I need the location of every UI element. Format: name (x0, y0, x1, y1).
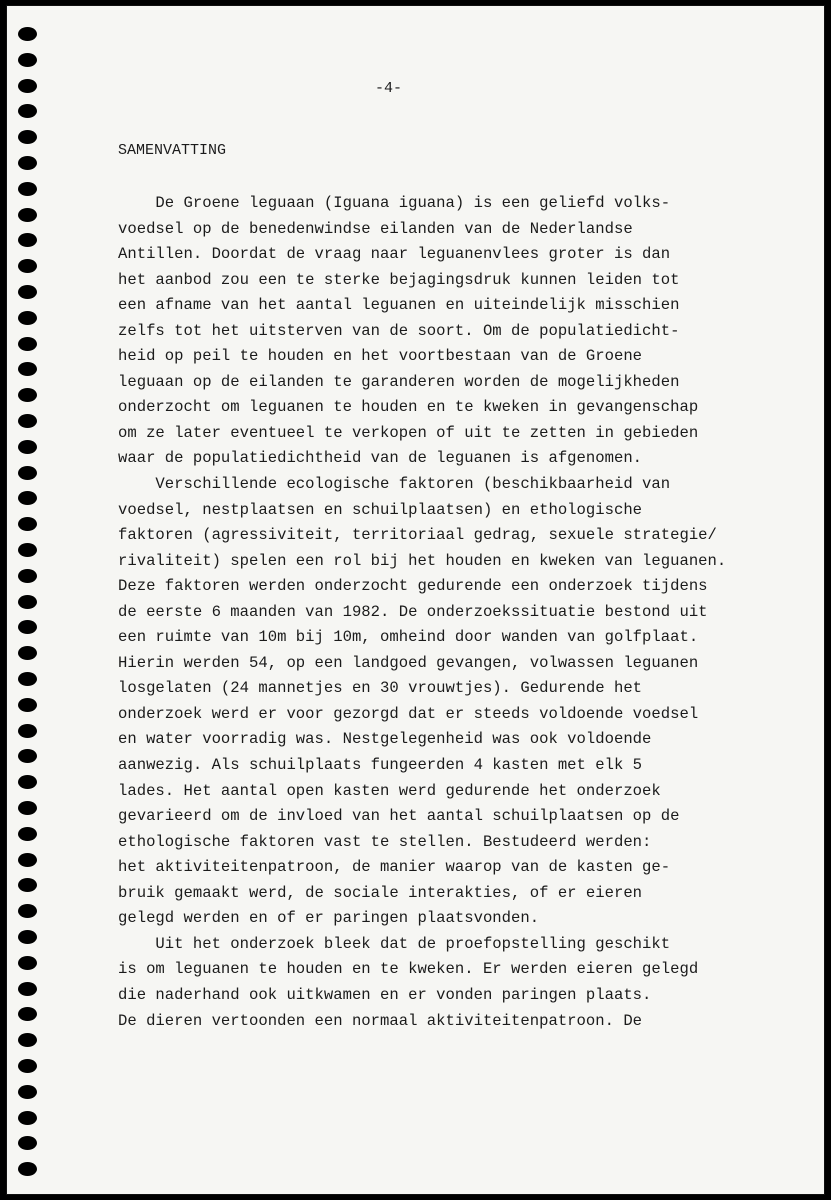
text-line: onderzoek werd er voor gezorgd dat er steeds voldoende voedsel (118, 704, 699, 723)
text-line: die naderhand ook uitkwamen en er vonden paringen plaats. (118, 985, 652, 1004)
binding-hole (18, 775, 37, 789)
binding-hole (18, 620, 37, 634)
text-line: losgelaten (24 mannetjes en 30 vrouwtjes). Gedurende het (118, 679, 643, 698)
binding-hole (18, 388, 37, 402)
binding-hole (18, 259, 37, 273)
binding-hole (18, 672, 37, 686)
binding-hole (18, 956, 37, 970)
binding-hole (18, 1007, 37, 1021)
binding-hole (18, 27, 37, 41)
binding-hole (18, 543, 37, 557)
binding-hole (18, 1033, 37, 1047)
binding-hole (18, 1059, 37, 1073)
binding-hole (18, 1111, 37, 1125)
binding-hole (18, 982, 37, 996)
binding-hole (18, 362, 37, 376)
text-line: het aanbod zou een te sterke bejagingsdruk kunnen leiden tot (118, 270, 680, 289)
text-line: lades. Het aantal open kasten werd gedurende het onderzoek (118, 781, 661, 800)
text-line: Uit het onderzoek bleek dat de proefopstelling geschikt (118, 934, 671, 953)
binding-holes (7, 6, 57, 1194)
text-line: is om leguanen te houden en te kweken. Er werden eieren gelegd (118, 960, 699, 979)
binding-hole (18, 156, 37, 170)
binding-hole (18, 233, 37, 247)
text-line: bruik gemaakt werd, de sociale interakties, of er eieren (118, 883, 643, 902)
binding-hole (18, 311, 37, 325)
binding-hole (18, 337, 37, 351)
binding-hole (18, 801, 37, 815)
text-line: Hierin werden 54, op een landgoed gevangen, volwassen leguanen (118, 653, 699, 672)
text-line: een afname van het aantal leguanen en uiteindelijk misschien (118, 296, 680, 315)
text-line: Verschillende ecologische faktoren (beschikbaarheid van (118, 475, 671, 494)
binding-hole (18, 466, 37, 480)
text-line: de eerste 6 maanden van 1982. De onderzoekssituatie bestond uit (118, 602, 708, 621)
text-line: voedsel op de benedenwindse eilanden van de Nederlandse (118, 219, 633, 238)
binding-hole (18, 827, 37, 841)
binding-hole (18, 646, 37, 660)
binding-hole (18, 53, 37, 67)
text-line: De dieren vertoonden een normaal aktiviteitenpatroon. De (118, 1011, 643, 1030)
binding-hole (18, 749, 37, 763)
binding-hole (18, 285, 37, 299)
binding-hole (18, 491, 37, 505)
section-heading: SAMENVATTING (118, 142, 227, 159)
binding-hole (18, 930, 37, 944)
text-line: rivaliteit) spelen een rol bij het houden en kweken van leguanen. (118, 551, 727, 570)
binding-hole (18, 853, 37, 867)
binding-hole (18, 569, 37, 583)
text-line: waar de populatiedichtheid van de leguanen is afgenomen. (118, 449, 643, 468)
text-line: voedsel, nestplaatsen en schuilplaatsen) en ethologische (118, 500, 643, 519)
summary-text (118, 191, 758, 1034)
text-line: een ruimte van 10m bij 10m, omheind door wanden van golfplaat. (118, 628, 699, 647)
text-line: en water voorradig was. Nestgelegenheid was ook voldoende (118, 730, 652, 749)
text-line: gevarieerd om de invloed van het aantal schuilplaatsen op de (118, 807, 680, 826)
binding-hole (18, 517, 37, 531)
text-line: aanwezig. Als schuilplaats fungeerden 4 kasten met elk 5 (118, 756, 643, 775)
binding-hole (18, 595, 37, 609)
binding-hole (18, 878, 37, 892)
text-line: ethologische faktoren vast te stellen. Bestudeerd werden: (118, 832, 652, 851)
binding-hole (18, 182, 37, 196)
binding-hole (18, 208, 37, 222)
text-line: zelfs tot het uitsterven van de soort. Om de populatiedicht- (118, 321, 680, 340)
binding-hole (18, 130, 37, 144)
binding-hole (18, 79, 37, 93)
binding-hole (18, 724, 37, 738)
text-line: Antillen. Doordat de vraag naar leguanenvlees groter is dan (118, 245, 671, 264)
binding-hole (18, 414, 37, 428)
page-number: -4- (375, 80, 403, 97)
binding-hole (18, 904, 37, 918)
text-line: het aktiviteitenpatroon, de manier waarop van de kasten ge- (118, 858, 671, 877)
text-line: onderzocht om leguanen te houden en te kweken in gevangenschap (118, 398, 699, 417)
text-line: leguaan op de eilanden te garanderen worden de mogelijkheden (118, 372, 680, 391)
text-line: gelegd werden en of er paringen plaatsvonden. (118, 909, 540, 928)
binding-hole (18, 1162, 37, 1176)
text-line: om ze later eventueel te verkopen of uit te zetten in gebieden (118, 423, 699, 442)
text-line: Deze faktoren werden onderzocht gedurende een onderzoek tijdens (118, 577, 708, 596)
binding-hole (18, 698, 37, 712)
binding-hole (18, 1085, 37, 1099)
binding-hole (18, 104, 37, 118)
text-line: heid op peil te houden en het voortbestaan van de Groene (118, 347, 643, 366)
document-page (6, 5, 825, 1195)
text-line: De Groene leguaan (Iguana iguana) is een geliefd volks- (118, 194, 671, 212)
binding-hole (18, 440, 37, 454)
binding-hole (18, 1136, 37, 1150)
text-line: faktoren (agressiviteit, territoriaal gedrag, sexuele strategie/ (118, 526, 717, 545)
